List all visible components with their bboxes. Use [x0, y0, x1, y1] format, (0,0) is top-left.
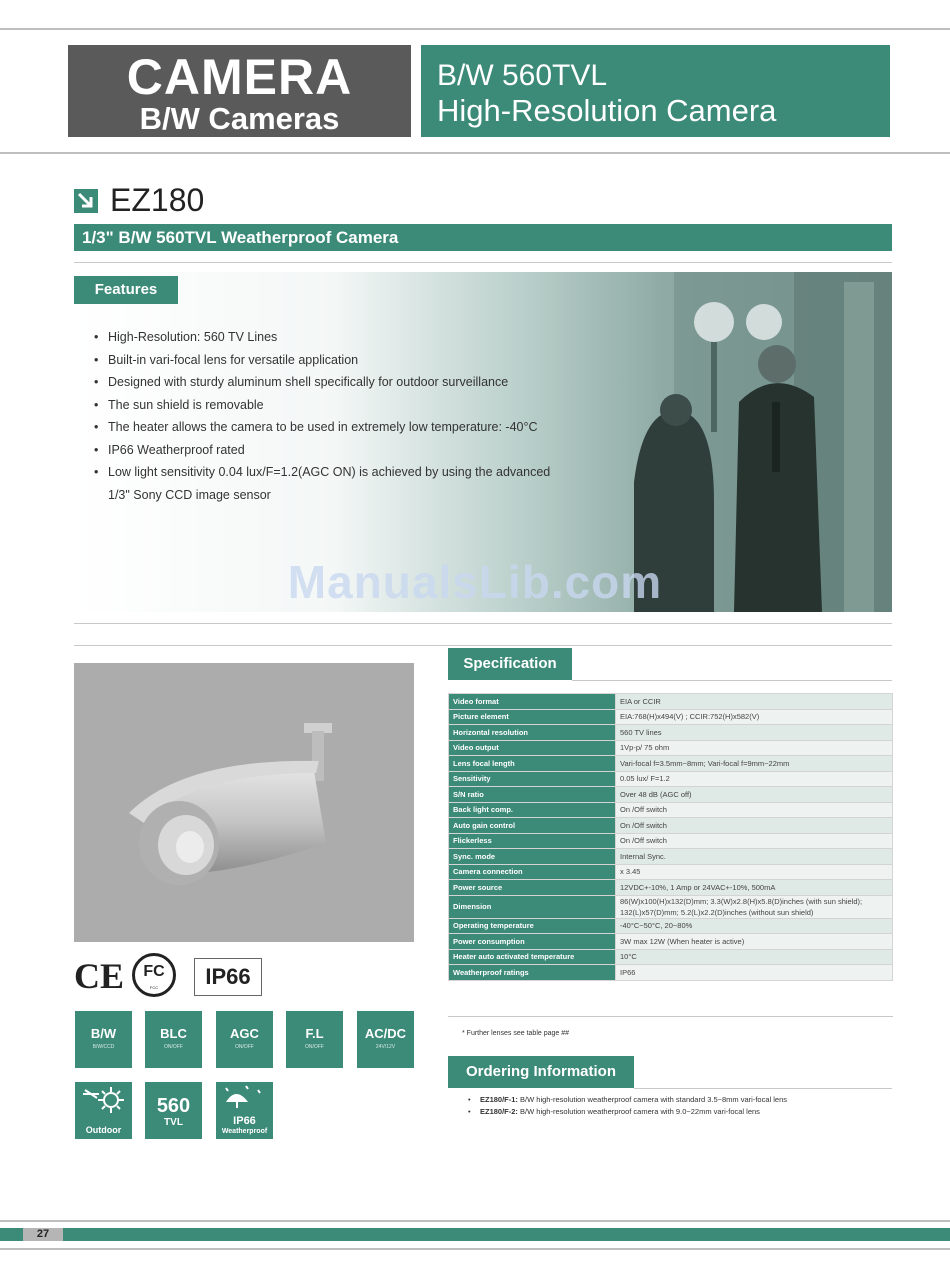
bottom-rule — [0, 1248, 950, 1250]
spec-key: Horizontal resolution — [449, 725, 616, 741]
spec-value: On /Off switch — [616, 802, 893, 818]
footer-rule — [0, 1220, 950, 1222]
feature-item: • Low light sensitivity 0.04 lux/F=1.2(AGC ON) is achieved by using the advanced 1/3" Sony CCD image sensor — [94, 461, 574, 506]
spec-key: Video format — [449, 694, 616, 710]
feature-item: • The sun shield is removable — [94, 394, 574, 417]
category-subtitle: B/W Cameras — [139, 101, 340, 136]
spec-key: Video output — [449, 740, 616, 756]
specification-table — [448, 693, 893, 981]
spec-value: 86(W)x100(H)x132(D)mm; 3.3(W)x2.8(H)x5.8(D)inches (with sun shield); 132(L)x57(D)mm; 5.2(L)x2.2(D)inches (without sun shield) — [616, 895, 893, 918]
ordering-item: • EZ180/F-1: B/W high-resolution weatherproof camera with standard 3.5~8mm vari-focal lens — [468, 1095, 888, 1105]
spec-value: EIA or CCIR — [616, 694, 893, 710]
spec-value: IP66 — [616, 965, 893, 981]
sun-icon — [75, 1082, 132, 1122]
spec-value: 3W max 12W (When heater is active) — [616, 934, 893, 950]
badge-blc: BLC ON/OFF — [145, 1011, 202, 1068]
spec-key: Auto gain control — [449, 818, 616, 834]
umbrella-icon — [216, 1082, 273, 1110]
top-rule — [0, 28, 950, 30]
feature-item: • High-Resolution: 560 TV Lines — [94, 326, 574, 349]
divider — [448, 1016, 893, 1017]
spec-row — [449, 949, 893, 965]
spec-key: Camera connection — [449, 864, 616, 880]
spec-row — [449, 818, 893, 834]
spec-key: Operating temperature — [449, 918, 616, 934]
ip66-mark: IP66 — [194, 958, 262, 996]
product-line-header — [421, 45, 890, 137]
product-line-title-2: High-Resolution Camera — [437, 93, 777, 128]
spec-value: 1Vp-p/ 75 ohm — [616, 740, 893, 756]
header-rule — [0, 152, 950, 154]
spec-value: 12VDC+-10%, 1 Amp or 24VAC+-10%, 500mA — [616, 880, 893, 896]
badge-fl: F.L ON/OFF — [286, 1011, 343, 1068]
spec-row — [449, 864, 893, 880]
fcc-mark: FC FCC — [132, 953, 176, 997]
page-number: 27 — [23, 1228, 63, 1241]
badge-outdoor: Outdoor — [75, 1082, 132, 1139]
footer-bar — [0, 1228, 950, 1241]
model-name: EZ180 — [110, 182, 205, 218]
badge-weatherproof: IP66 Weatherproof — [216, 1082, 273, 1139]
specification-label: Specification — [448, 648, 572, 680]
divider — [74, 645, 892, 646]
feature-item: • The heater allows the camera to be used in extremely low temperature: -40°C — [94, 416, 574, 439]
spec-key: Picture element — [449, 709, 616, 725]
spec-key: Power source — [449, 880, 616, 896]
ce-mark: CE — [74, 956, 125, 996]
feature-item: • Built-in vari-focal lens for versatile application — [94, 349, 574, 372]
product-photo — [74, 663, 414, 942]
feature-item: • Designed with sturdy aluminum shell specifically for outdoor surveillance — [94, 371, 574, 394]
spec-value: 560 TV lines — [616, 725, 893, 741]
divider — [634, 1088, 892, 1089]
spec-row — [449, 880, 893, 896]
spec-row — [449, 756, 893, 772]
spec-row — [449, 802, 893, 818]
camera-image — [74, 663, 414, 942]
divider — [572, 680, 892, 681]
divider — [74, 623, 892, 624]
spec-value: 0.05 lux/ F=1.2 — [616, 771, 893, 787]
spec-key: Lens focal length — [449, 756, 616, 772]
watermark[interactable]: ManualsLib.com — [287, 556, 663, 608]
spec-key: Power consumption — [449, 934, 616, 950]
spec-row — [449, 895, 893, 918]
badge-agc: AGC ON/OFF — [216, 1011, 273, 1068]
spec-row — [449, 833, 893, 849]
arrow-icon — [74, 189, 98, 213]
spec-row — [449, 918, 893, 934]
features-list — [94, 326, 574, 506]
spec-key: Heater auto activated temperature — [449, 949, 616, 965]
ordering-list — [468, 1095, 888, 1119]
model-subtitle: 1/3" B/W 560TVL Weatherproof Camera — [74, 224, 892, 251]
spec-value: Over 48 dB (AGC off) — [616, 787, 893, 803]
divider — [74, 262, 892, 263]
spec-row — [449, 934, 893, 950]
ordering-item: • EZ180/F-2: B/W high-resolution weatherproof camera with 9.0~22mm vari-focal lens — [468, 1107, 888, 1117]
feature-item: • IP66 Weatherproof rated — [94, 439, 574, 462]
spec-key: S/N ratio — [449, 787, 616, 803]
product-line-title-1: B/W 560TVL — [437, 59, 608, 92]
spec-row — [449, 787, 893, 803]
ordering-label: Ordering Information — [448, 1056, 634, 1088]
spec-value: On /Off switch — [616, 818, 893, 834]
badge-bw: B/W B/W/CCD — [75, 1011, 132, 1068]
spec-row — [449, 694, 893, 710]
spec-row — [449, 771, 893, 787]
category-header — [68, 45, 411, 137]
spec-value: Internal Sync. — [616, 849, 893, 865]
spec-value: On /Off switch — [616, 833, 893, 849]
spec-key: Back light comp. — [449, 802, 616, 818]
specification-note: * Further lenses see table page ## — [462, 1030, 570, 1037]
spec-key: Sync. mode — [449, 849, 616, 865]
features-label: Features — [74, 276, 178, 304]
spec-row — [449, 849, 893, 865]
spec-value: x 3.45 — [616, 864, 893, 880]
spec-key: Dimension — [449, 895, 616, 918]
badge-acdc: AC/DC 24V/12V — [357, 1011, 414, 1068]
spec-row — [449, 709, 893, 725]
spec-row — [449, 740, 893, 756]
spec-key: Sensitivity — [449, 771, 616, 787]
spec-row — [449, 725, 893, 741]
spec-key: Flickerless — [449, 833, 616, 849]
category-title: CAMERA — [126, 49, 353, 105]
spec-key: Weatherproof ratings — [449, 965, 616, 981]
spec-value: 10°C — [616, 949, 893, 965]
model-heading — [74, 182, 204, 222]
spec-value: EIA:768(H)x494(V) ; CCIR:752(H)x582(V) — [616, 709, 893, 725]
spec-value: -40°C~50°C, 20~80% — [616, 918, 893, 934]
spec-value: Vari-focal f=3.5mm~8mm; Vari-focal f=9mm~22mm — [616, 756, 893, 772]
spec-row — [449, 965, 893, 981]
badge-560tvl: 560 TVL — [145, 1082, 202, 1139]
